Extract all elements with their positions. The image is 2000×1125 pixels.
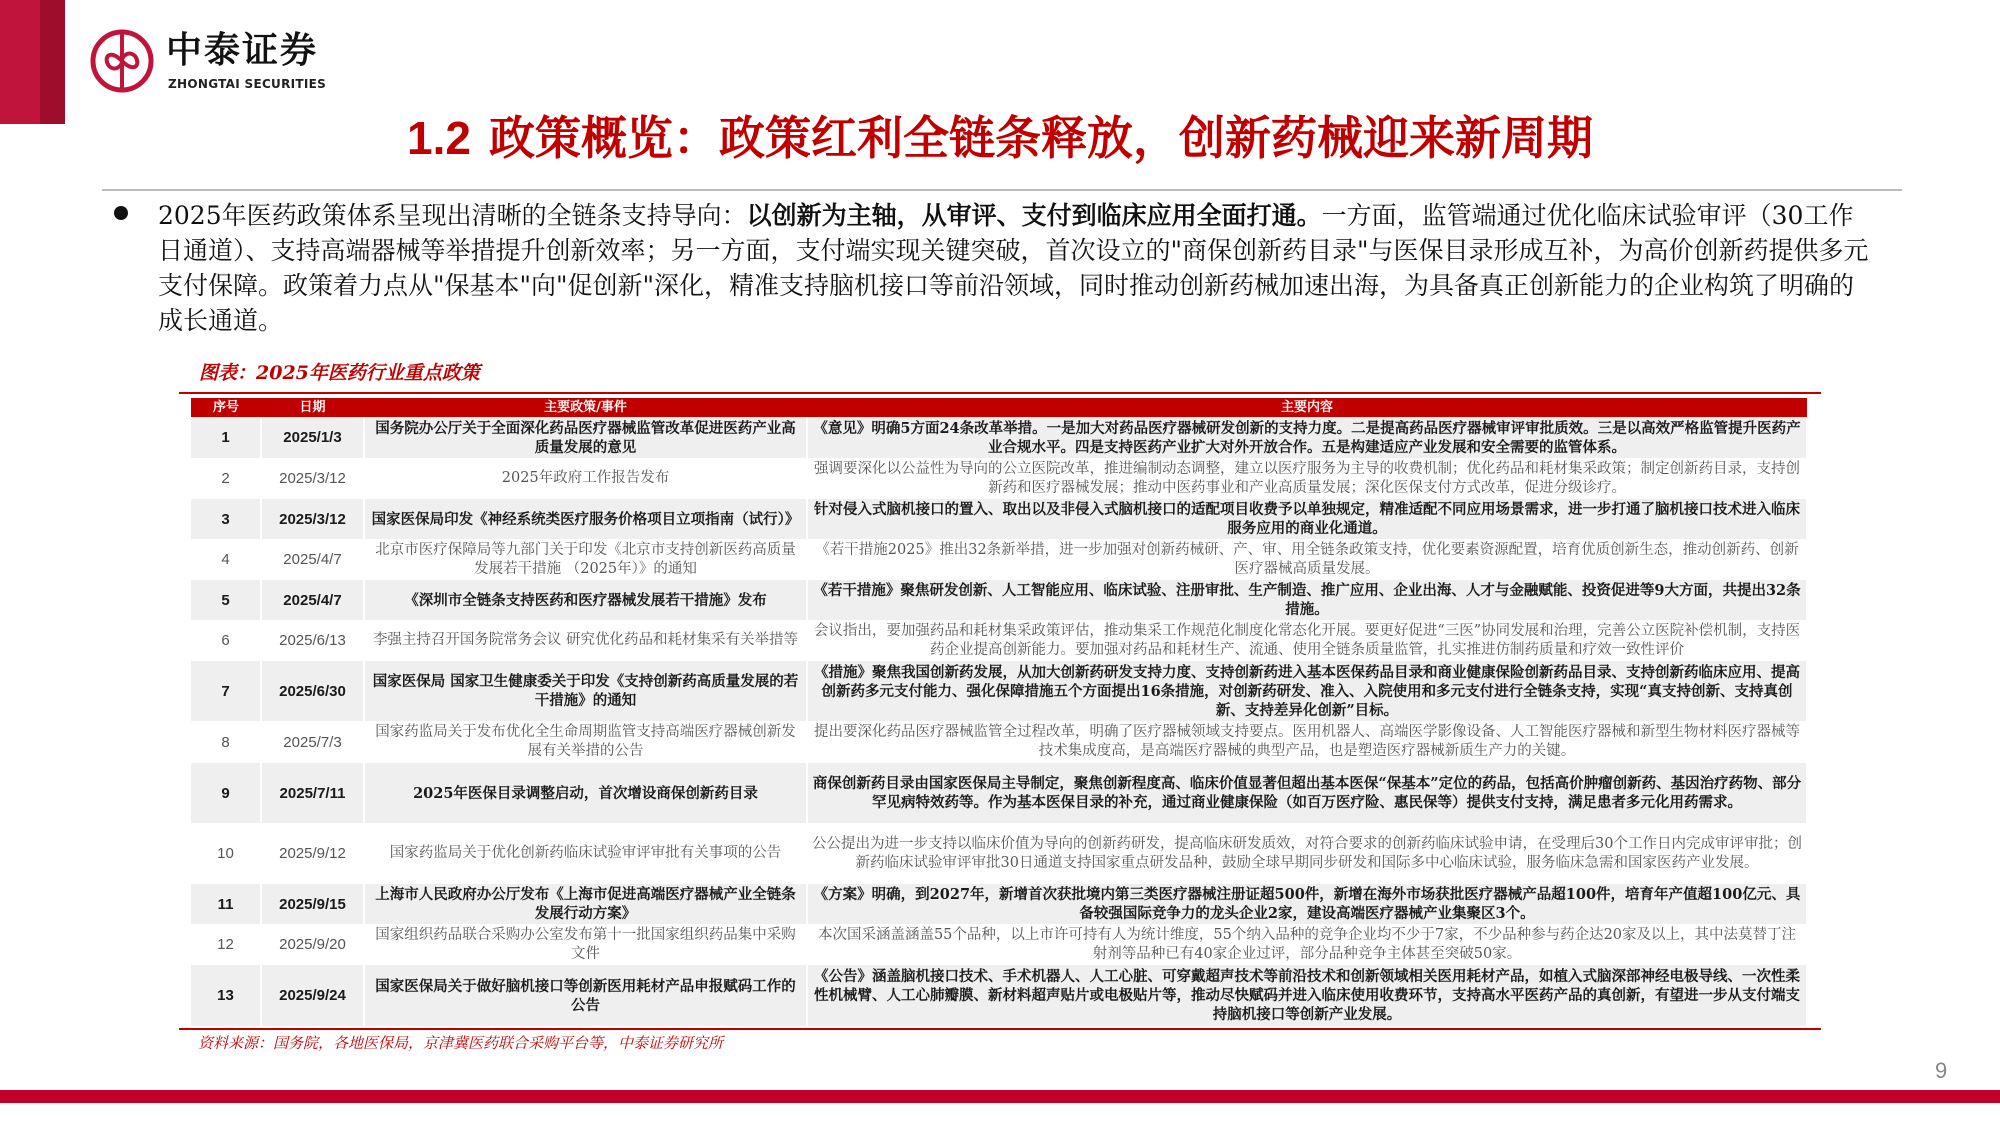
row-index: 9 — [191, 763, 261, 823]
row-content: 本次国采涵盖涵盖55个品种，以上市许可持有人为统计维度，55个纳入品种的竞争企业均不少于7家，不少品种参与药企达20家及以上，其中法莫替丁注射剂等品种已有40家企业过评，部分品种竞争主体甚至突破50家。 — [807, 924, 1807, 965]
table-row — [191, 620, 1807, 661]
figure-block — [179, 360, 1821, 1054]
zhongtai-logo-icon — [89, 28, 155, 94]
row-index: 2 — [191, 458, 261, 499]
header-date: 日期 — [261, 398, 364, 417]
row-date: 2025/9/24 — [261, 965, 364, 1026]
row-content: 《若干措施2025》推出32条新举措，进一步加强对创新药械研、产、审、用全链条政策支持，优化要素资源配置，培育优质创新生态，推动创新药、创新医疗器械高质量发展。 — [807, 539, 1807, 580]
row-policy: 李强主持召开国务院常务会议 研究优化药品和耗材集采有关举措等 — [364, 620, 807, 661]
row-policy: 国家药监局关于发布优化全生命周期监管支持高端医疗器械创新发展有关举措的公告 — [364, 721, 807, 763]
table-row — [191, 884, 1807, 924]
table-row — [191, 417, 1807, 458]
decor-bar-left-dark — [40, 0, 65, 124]
row-date: 2025/9/12 — [261, 823, 364, 884]
row-date: 2025/3/12 — [261, 458, 364, 499]
para-rest: 一方面，监管端通过优化临床试验审评（30工作日通道）、支持高端器械等举措提升创新效率；另一方面，支付端实现关键突破，首次设立的"商保创新药目录"与医保目录形成互补，为高价创新药提供多元支付保障。政策着力点从"保基本"向"促创新"深化，精准支持脑机接口等前沿领域，同时推动创新药械加速出海，为具备真正创新能力的企业构筑了明确的成长通道。 — [158, 201, 1869, 335]
row-index: 5 — [191, 580, 261, 620]
table-row — [191, 661, 1807, 721]
title-text: 政策概览：政策红利全链条释放，创新药械迎来新周期 — [488, 111, 1593, 165]
row-index: 10 — [191, 823, 261, 884]
row-date: 2025/6/30 — [261, 661, 364, 721]
para-intro: 2025年医药政策体系呈现出清晰的全链条支持导向： — [158, 201, 747, 230]
table-row — [191, 580, 1807, 620]
source-note: 资料来源：国务院，各地医保局，京津冀医药联合采购平台等，中泰证券研究所 — [198, 1034, 724, 1052]
row-index: 7 — [191, 661, 261, 721]
brand-name-en: ZHONGTAI SECURITIES — [168, 77, 327, 91]
row-policy: 上海市人民政府办公厅发布《上海市促进高端医疗器械产业全链条发展行动方案》 — [364, 884, 807, 924]
row-index: 8 — [191, 721, 261, 763]
row-date: 2025/4/7 — [261, 580, 364, 620]
row-content: 商保创新药目录由国家医保局主导制定，聚焦创新程度高、临床价值显著但超出基本医保“保基本”定位的药品，包括高价肿瘤创新药、基因治疗药物、部分罕见病特效药等。作为基本医保目录的补充，通过商业健康保险（如百万医疗险、惠民保等）提供支付支持，满足患者多元化用药需求。 — [807, 763, 1807, 823]
bullet-icon — [114, 206, 128, 220]
title-divider — [102, 189, 1902, 191]
table-row — [191, 965, 1807, 1026]
table-bottom-rule — [179, 1028, 1821, 1030]
table-row — [191, 924, 1807, 965]
row-date: 2025/1/3 — [261, 417, 364, 458]
row-content: 《意见》明确5方面24条改革举措。一是加大对药品医疗器械研发创新的支持力度。二是提高药品医疗器械审评审批质效。三是以高效严格监管提升医药产业合规水平。四是支持医药产业扩大对外开放合作。五是构建适应产业发展和安全需要的监管体系。 — [807, 417, 1807, 458]
row-index: 3 — [191, 499, 261, 539]
row-policy: 北京市医疗保障局等九部门关于印发《北京市支持创新医药高质量发展若干措施 （2025年）》的通知 — [364, 539, 807, 580]
title-number: 1.2 — [407, 112, 471, 164]
row-policy: 2025年医保目录调整启动，首次增设商保创新药目录 — [364, 763, 807, 823]
row-date: 2025/4/7 — [261, 539, 364, 580]
page-title — [0, 110, 2000, 166]
row-index: 6 — [191, 620, 261, 661]
row-policy: 《深圳市全链条支持医药和医疗器械发展若干措施》发布 — [364, 580, 807, 620]
row-index: 4 — [191, 539, 261, 580]
page-number: 9 — [1935, 1058, 1948, 1083]
row-content: 提出要深化药品医疗器械监管全过程改革，明确了医疗器械领域支持要点。医用机器人、高端医学影像设备、人工智能医疗器械和新型生物材料医疗器械等技术集成度高，是高端医疗器械的典型产品，也是塑造医疗器械新质生产力的关键。 — [807, 721, 1807, 763]
header-policy: 主要政策/事件 — [364, 398, 807, 417]
table-row — [191, 539, 1807, 580]
figure-caption: 图表：2025年医药行业重点政策 — [199, 362, 480, 384]
row-policy: 国家组织药品联合采购办公室发布第十一批国家组织药品集中采购文件 — [364, 924, 807, 965]
table-row — [191, 721, 1807, 763]
row-date: 2025/9/20 — [261, 924, 364, 965]
header-index: 序号 — [191, 398, 261, 417]
row-content: 《公告》涵盖脑机接口技术、手术机器人、人工心脏、可穿戴超声技术等前沿技术和创新领域相关医用耗材产品，如植入式脑深部神经电极导线、一次性柔性机械臂、人工心肺瓣膜、新材料超声贴片或电极贴片等，推动尽快赋码并进入临床使用收费环节，支持高水平医药产品的真创新，有望进一步从支付端支持脑机接口等创新产业发展。 — [807, 965, 1807, 1026]
row-date: 2025/7/11 — [261, 763, 364, 823]
row-index: 13 — [191, 965, 261, 1026]
header-content: 主要内容 — [807, 398, 1807, 417]
row-date: 2025/3/12 — [261, 499, 364, 539]
table-row — [191, 823, 1807, 884]
table-row — [191, 763, 1807, 823]
table-row — [191, 499, 1807, 539]
row-index: 11 — [191, 884, 261, 924]
row-date: 2025/9/15 — [261, 884, 364, 924]
row-date: 2025/7/3 — [261, 721, 364, 763]
row-content: 《措施》聚焦我国创新药发展，从加大创新药研发支持力度、支持创新药进入基本医保药品目录和商业健康保险创新药品目录、支持创新药临床应用、提高创新药多元支付能力、强化保障措施五个方面提出16条措施，对创新药研发、准入、入院使用和多元支付进行全链条支持，实现“真支持创新、支持真创新、支持差异化创新”目标。 — [807, 661, 1807, 721]
row-content: 针对侵入式脑机接口的置入、取出以及非侵入式脑机接口的适配项目收费予以单独规定，精准适配不同应用场景需求，进一步打通了脑机接口技术进入临床服务应用的商业化通道。 — [807, 499, 1807, 539]
footer-bar — [0, 1090, 2000, 1103]
para-bold: 以创新为主轴，从审评、支付到临床应用全面打通。 — [746, 201, 1322, 230]
summary-paragraph — [158, 198, 1874, 338]
row-content: 强调要深化以公益性为导向的公立医院改革，推进编制动态调整，建立以医疗服务为主导的收费机制；优化药品和耗材集采政策；制定创新药目录，支持创新药和医疗器械发展；推动中医药事业和产业高质量发展；深化医保支付方式改革，促进分级诊疗。 — [807, 458, 1807, 499]
table-row — [191, 458, 1807, 499]
row-policy: 国家医保局关于做好脑机接口等创新医用耗材产品申报赋码工作的公告 — [364, 965, 807, 1026]
row-index: 1 — [191, 417, 261, 458]
row-content: 公公提出为进一步支持以临床价值为导向的创新药研发，提高临床研发质效，对符合要求的创新药临床试验申请，在受理后30个工作日内完成审评审批；创新药临床试验审评审批30日通道支持国家重点研发品种，鼓励全球早期同步研发和国际多中心临床试验，服务临床急需和国家医药产业发展。 — [807, 823, 1807, 884]
row-policy: 国家药监局关于优化创新药临床试验审评审批有关事项的公告 — [364, 823, 807, 884]
row-content: 会议指出，要加强药品和耗材集采政策评估，推动集采工作规范化制度化常态化开展。要更好促进“三医”协同发展和治理，完善公立医院补偿机制，支持医药企业提高创新能力。要加强对药品和耗材生产、流通、使用全链条质量监管，扎实推进仿制药质量和疗效一致性评价 — [807, 620, 1807, 661]
decor-bar-left — [0, 0, 40, 124]
policy-table — [191, 398, 1808, 1026]
row-policy: 2025年政府工作报告发布 — [364, 458, 807, 499]
brand-name-cn: 中泰证券 — [166, 30, 319, 71]
row-content: 《方案》明确，到2027年，新增首次获批境内第三类医疗器械注册证超500件，新增在海外市场获批医疗器械产品超100件，培育年产值超100亿元、具备较强国际竞争力的龙头企业2家，建设高端医疗器械产业集聚区3个。 — [807, 884, 1807, 924]
row-content: 《若干措施》聚焦研发创新、人工智能应用、临床试验、注册审批、生产制造、推广应用、企业出海、人才与金融赋能、投资促进等9大方面，共提出32条措施。 — [807, 580, 1807, 620]
row-policy: 国务院办公厅关于全面深化药品医疗器械监管改革促进医药产业高质量发展的意见 — [364, 417, 807, 458]
row-policy: 国家医保局 国家卫生健康委关于印发《支持创新药高质量发展的若干措施》的通知 — [364, 661, 807, 721]
row-policy: 国家医保局印发《神经系统类医疗服务价格项目立项指南（试行）》 — [364, 499, 807, 539]
table-top-rule — [179, 392, 1821, 394]
row-date: 2025/6/13 — [261, 620, 364, 661]
row-index: 12 — [191, 924, 261, 965]
